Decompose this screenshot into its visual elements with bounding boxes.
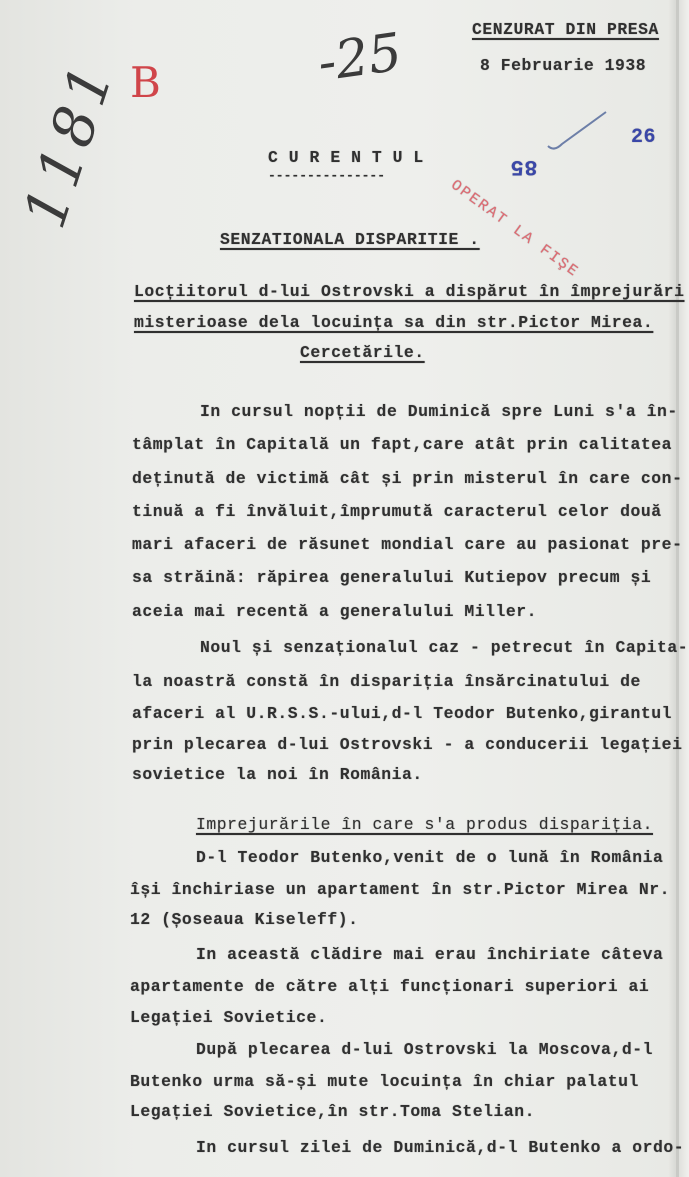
subtitle-line: Locțiitorul d-lui Ostrovski a dispărut în împrejurări [134, 282, 685, 301]
document-date: 8 Februarie 1938 [480, 56, 647, 75]
body-line: la noastră constă în dispariția însărcinatului de [132, 672, 641, 691]
section-line: 12 (Șoseaua Kiseleff). [130, 910, 359, 929]
section-line: Legației Sovietice,în str.Toma Stelian. [130, 1102, 536, 1121]
blue-page-number: 26 [631, 126, 657, 149]
subtitle-line: Cercetările. [300, 343, 425, 362]
body-line: Noul și senzaționalul caz - petrecut în Capita- [200, 638, 689, 657]
red-letter-mark: B [130, 58, 161, 107]
page-edge [676, 0, 679, 1177]
section-heading: Imprejurările în care s'a produs dispariția. [196, 815, 653, 834]
section-line: După plecarea d-lui Ostrovski la Moscova,d-l [196, 1040, 653, 1059]
body-line: mari afaceri de răsunet mondial care au pasionat pre- [132, 535, 683, 554]
operat-la-fise-stamp: OPERAT LA FIŞE [447, 176, 583, 282]
subtitle-line: misterioase dela locuința sa din str.Pictor Mirea. [134, 313, 654, 332]
body-line: In cursul nopții de Duminică spre Luni s'a în- [200, 402, 678, 421]
body-line: sovietice la noi în România. [132, 765, 423, 784]
body-line: prin plecarea d-lui Ostrovski - a conducerii legației [132, 735, 683, 754]
section-line: In cursul zilei de Duminică,d-l Butenko a ordo- [196, 1138, 685, 1157]
checkmark-icon [540, 108, 610, 158]
section-line: Legației Sovietice. [130, 1008, 328, 1027]
blue-stamp-number: 85 [510, 154, 538, 179]
section-line: D-l Teodor Butenko,venit de o lună în România [196, 848, 664, 867]
body-line: deținută de victimă cât și prin misterul în care con- [132, 469, 683, 488]
body-line: sa străină: răpirea generalului Kutiepov precum și [132, 568, 652, 587]
newspaper-rule: --------------- [268, 168, 386, 183]
body-line: tâmplat în Capitală un fapt,care atât prin calitatea [132, 435, 673, 454]
handwritten-number: 1181 [10, 51, 128, 237]
section-line: apartamente de către alți funcționari superiori ai [130, 977, 650, 996]
section-line: își închiriase un apartament în str.Pictor Mirea Nr. [130, 880, 671, 899]
body-line: tinuă a fi învăluit,împrumută caracterul celor două [132, 502, 662, 521]
body-line: aceia mai recentă a generalului Miller. [132, 602, 538, 621]
article-title: SENZATIONALA DISPARITIE . [220, 230, 480, 249]
censor-header: CENZURAT DIN PRESA [472, 20, 659, 39]
body-line: afaceri al U.R.S.S.-ului,d-l Teodor Butenko,girantul [132, 704, 673, 723]
newspaper-name: C U R E N T U L [268, 148, 424, 167]
pen-mark: -25 [314, 22, 406, 94]
section-line: Butenko urma să-și mute locuința în chiar palatul [130, 1072, 639, 1091]
section-line: In această clădire mai erau închiriate câteva [196, 945, 664, 964]
